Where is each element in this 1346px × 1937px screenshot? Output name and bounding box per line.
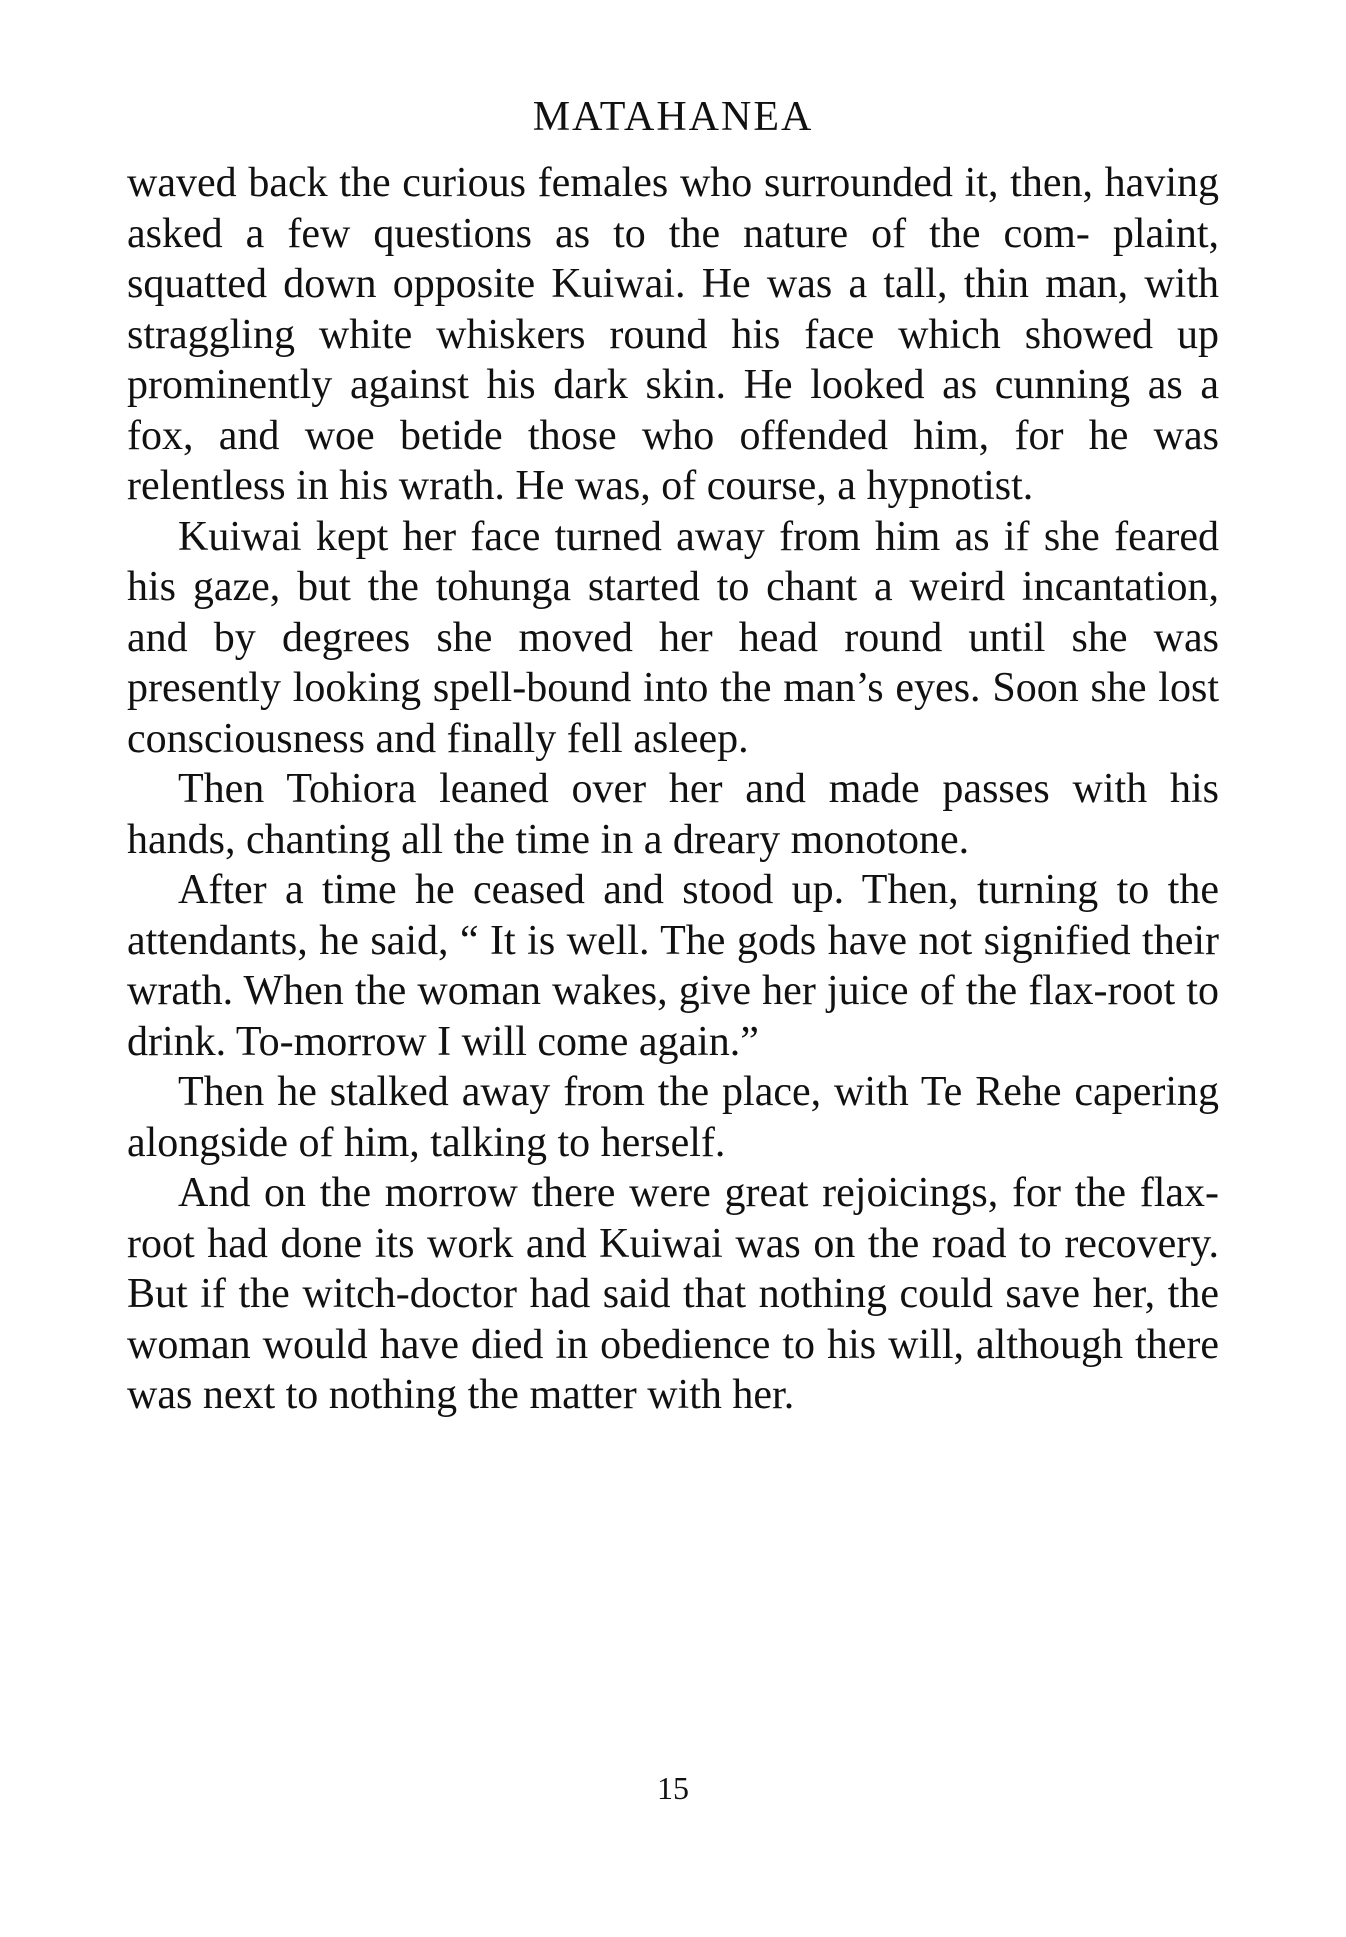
paragraph-3: Then Tohiora leaned over her and made passes with his hands, chanting all the time in a dreary monotone. bbox=[127, 766, 1219, 863]
page-number: 15 bbox=[657, 1770, 689, 1806]
paragraph-5: Then he stalked away from the place, with Te Rehe capering alongside of him, talking to herself. bbox=[127, 1069, 1219, 1166]
running-title: MATAHANEA bbox=[532, 94, 814, 140]
body-text bbox=[127, 158, 1219, 1421]
paragraph-4: After a time he ceased and stood up. Then, turning to the attendants, he said, “ It is well. The gods have not signified their wrath. When the woman wakes, give her juice of the flax-root to drink. To-morrow I will come again.” bbox=[127, 867, 1219, 1065]
paragraph-2: Kuiwai kept her face turned away from him as if she feared his gaze, but the tohunga started to chant a weird incantation, and by degrees she moved her head round until she was presently looking spell-bound into the man’s eyes. Soon she lost consciousness and finally fell asleep. bbox=[127, 513, 1219, 762]
paragraph-1: waved back the curious females who surrounded it, then, having asked a few questions as to the nature of the com- plaint, squatted down opposite Kuiwai. He was a tall, thin man, with straggling white whiskers round his face which showed up prominently against his dark skin. He looked as cunning as a fox, and woe betide those who offended him, for he was relentless in his wrath. He was, of course, a hypnotist. bbox=[127, 160, 1219, 509]
paragraph-6: And on the morrow there were great rejoicings, for the flax-root had done its work and Kuiwai was on the road to recovery. But if the witch-doctor had said that nothing could save her, the woman would have died in obedience to his will, although there was next to nothing the matter with her. bbox=[127, 1170, 1219, 1418]
